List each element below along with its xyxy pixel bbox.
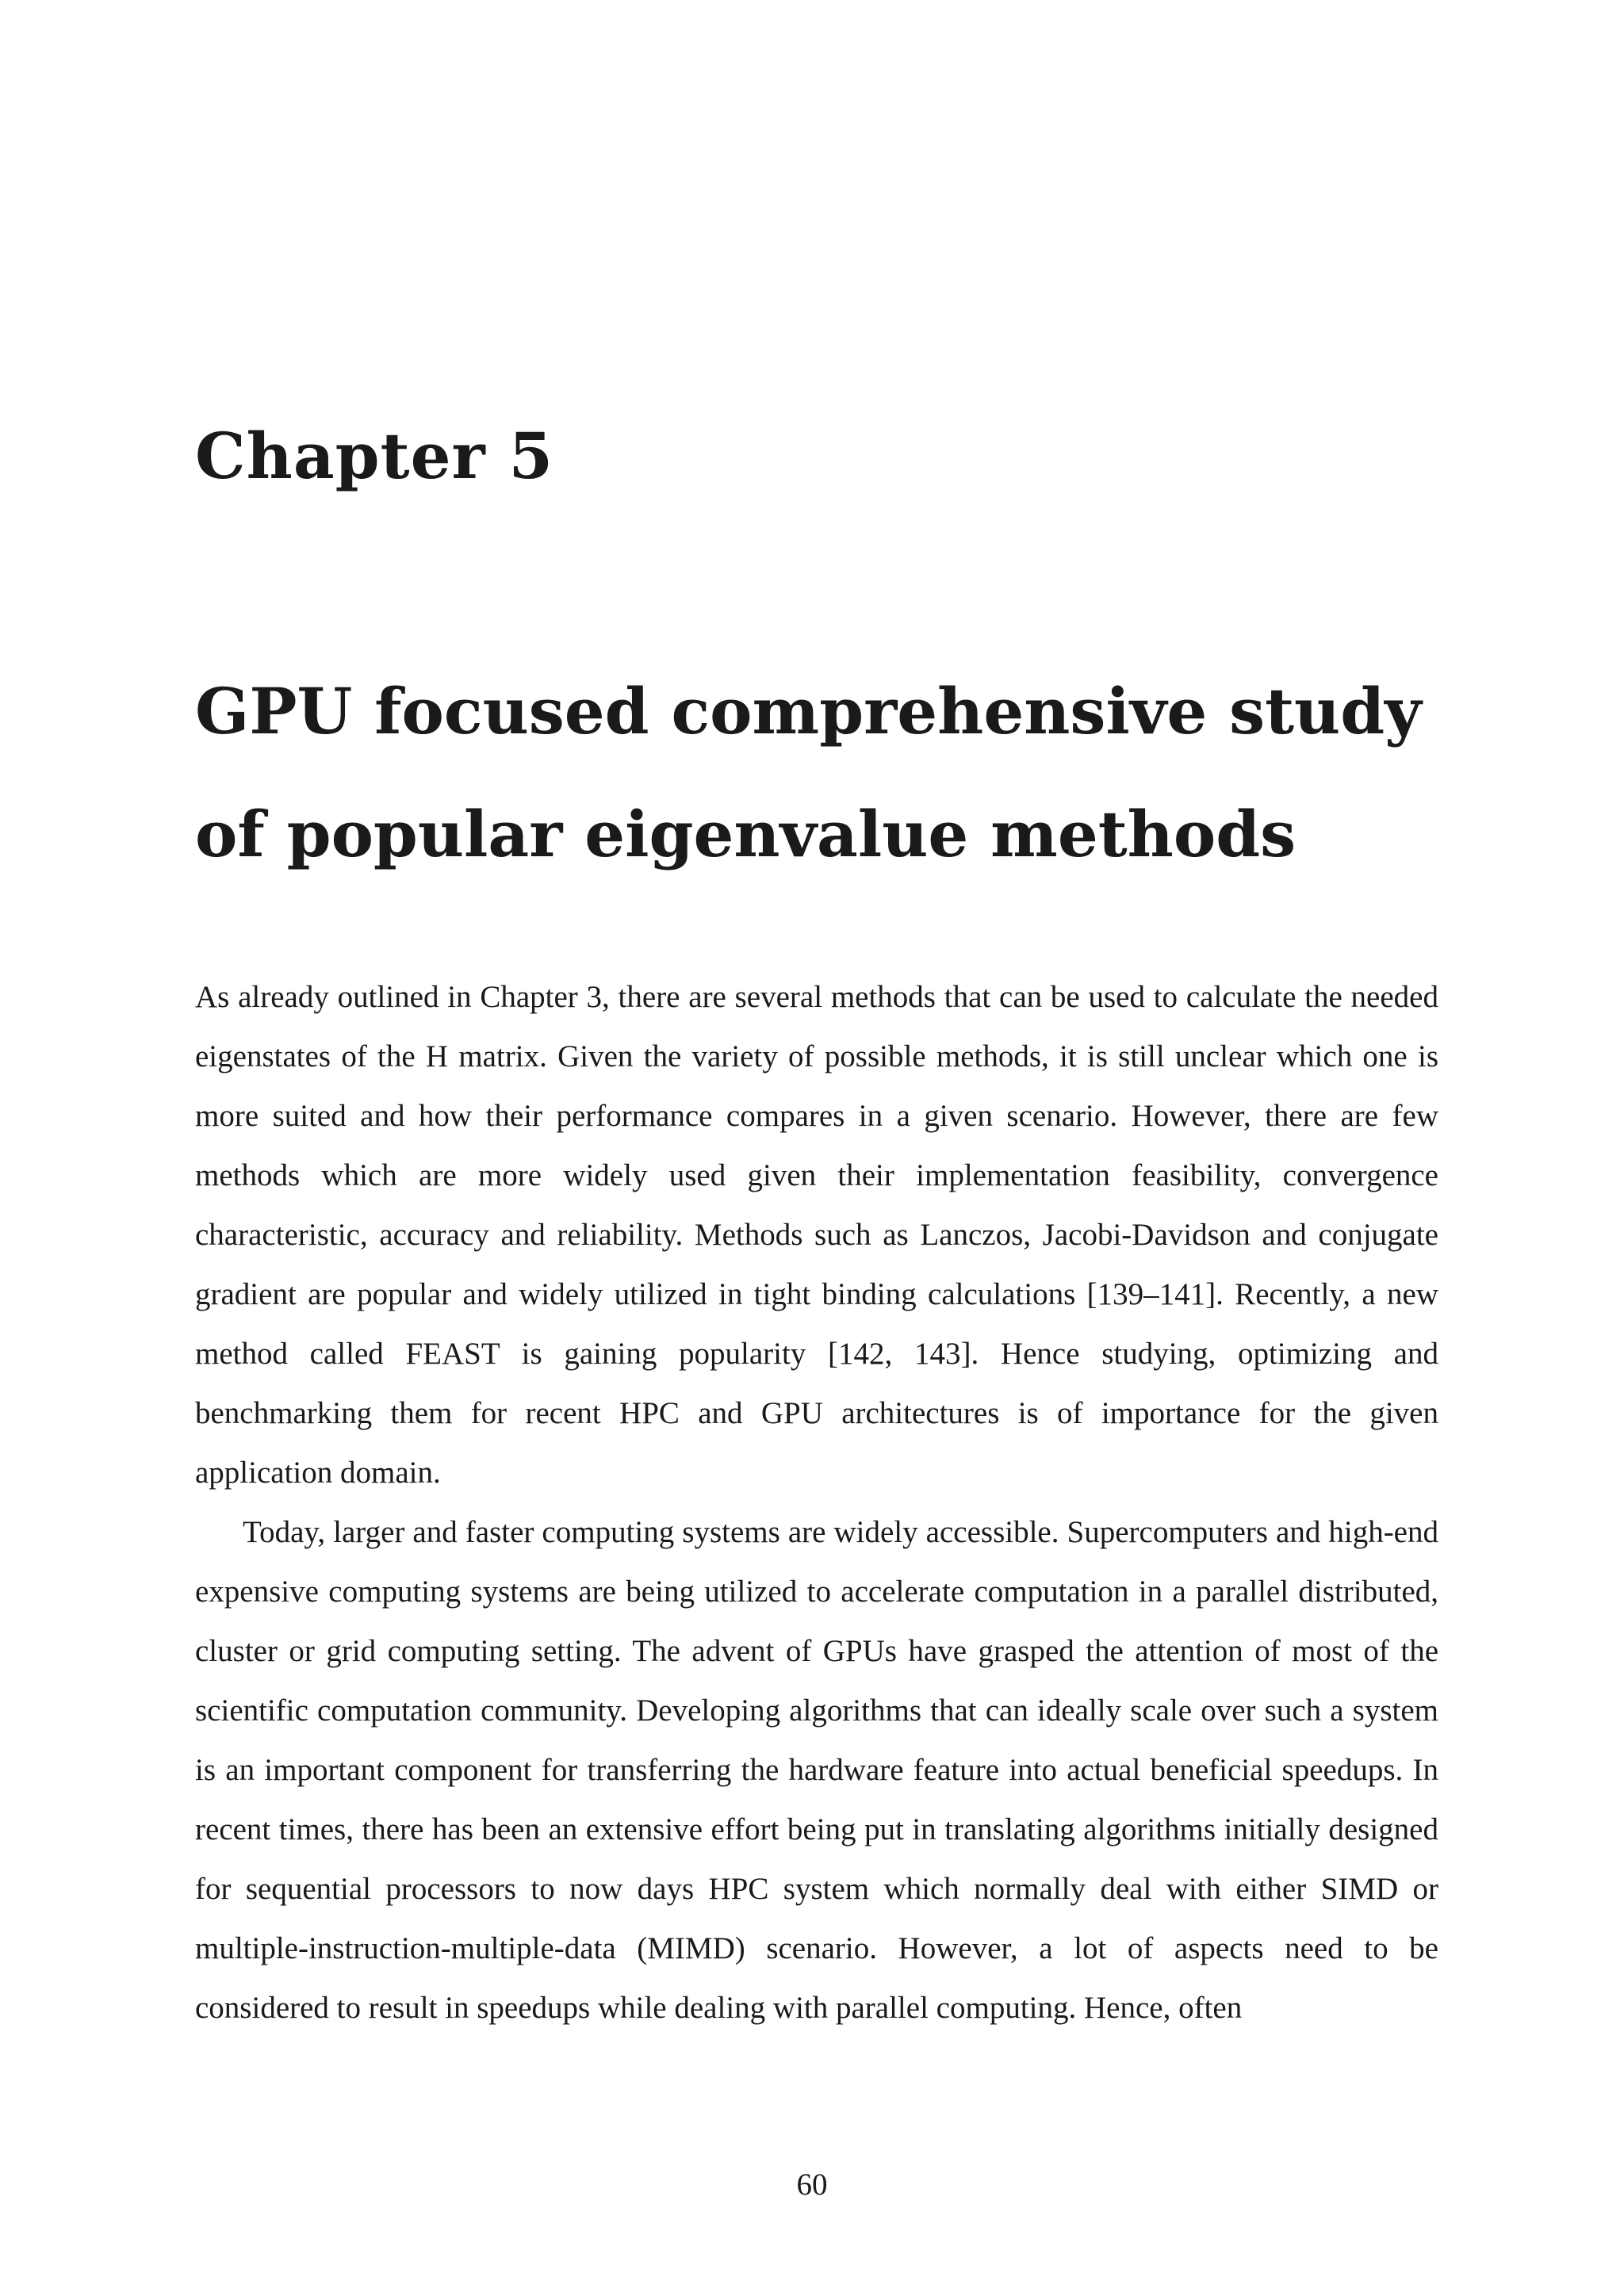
chapter-title-line-2: of popular eigenvalue methods (195, 797, 1297, 871)
chapter-label: Chapter 5 (195, 419, 554, 493)
body-text (195, 967, 1438, 2038)
page-number: 60 (796, 2168, 828, 2202)
chapter-title-line-1: GPU focused comprehensive study (195, 674, 1422, 748)
paragraph-1: As already outlined in Chapter 3, there are several methods that can be used to calculate the needed eigenstates of the H matrix. Given the variety of possible methods, it is still unclear which one is more suited and how their performance compares in a given scenario. However, there are few methods which are more widely used given their implementation feasibility, convergence characteristic, accuracy and reliability. Methods such as Lanczos, Jacobi-Davidson and conjugate gradient are popular and widely utilized in tight binding calculations [139–141]. Recently, a new method called FEAST is gaining popularity [142, 143]. Hence studying, optimizing and benchmarking them for recent HPC and GPU architectures is of importance for the given application domain. (195, 980, 1438, 1490)
chapter-title (195, 650, 1464, 896)
paragraph-2: Today, larger and faster computing systems are widely accessible. Supercomputers and high-end expensive computing systems are being utilized to accelerate computation in a parallel distributed, cluster or grid computing setting. The advent of GPUs have grasped the attention of most of the scientific computation community. Developing algorithms that can ideally scale over such a system is an important component for transferring the hardware feature into actual beneficial speedups. In recent times, there has been an extensive effort being put in translating algorithms initially designed for sequential processors to now days HPC system which normally deal with either SIMD or multiple-instruction-multiple-data (MIMD) scenario. However, a lot of aspects need to be considered to result in speedups while dealing with parallel computing. Hence, often (195, 1515, 1438, 2025)
